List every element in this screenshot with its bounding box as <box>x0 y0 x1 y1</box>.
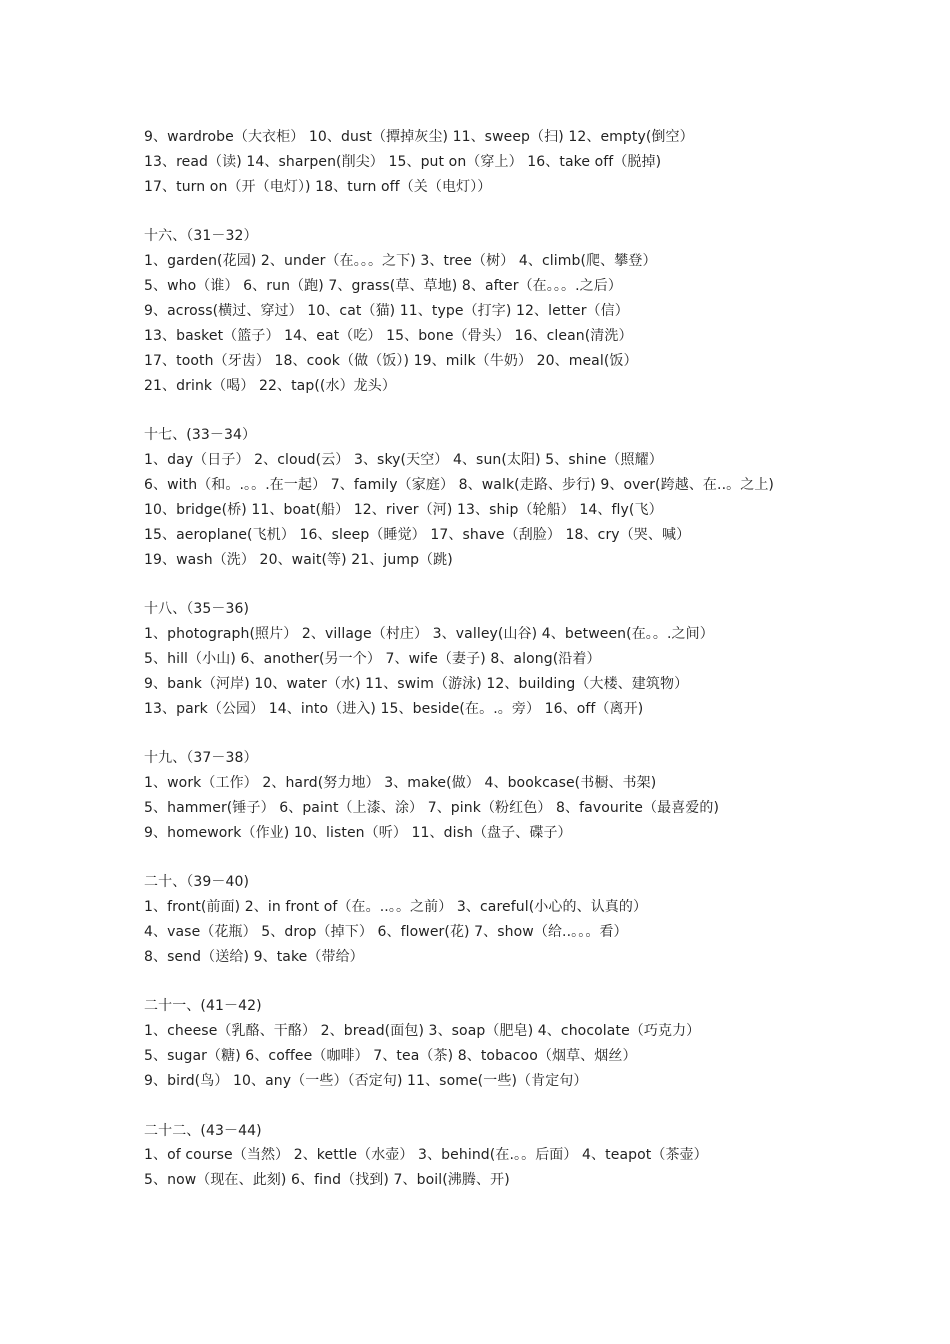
lesson-heading: 二十一、(41－42) <box>144 998 262 1015</box>
vocabulary-line: 1、front(前面) 2、in front of（在。..。。之前） 3、careful(小心的、认真的） <box>144 899 648 916</box>
vocabulary-line: 5、hammer(锤子） 6、paint（上漆、涂） 7、pink（粉红色） 8、favourite（最喜爱的) <box>144 799 720 816</box>
vocabulary-line: 1、of course（当然） 2、kettle（水壶） 3、behind(在.。。后面） 4、teapot（茶壶） <box>144 1147 708 1164</box>
lesson-heading: 十八、（35－36) <box>144 601 250 618</box>
vocabulary-line: 21、drink（喝） 22、tap((水）龙头） <box>144 377 396 394</box>
vocabulary-line: 15、aeroplane(飞机） 16、sleep（睡觉） 17、shave（刮脸） 18、cry（哭、喊） <box>144 526 691 543</box>
lesson-heading: 十七、(33－34） <box>144 427 257 444</box>
vocabulary-line: 9、across(横过、穿过） 10、cat（猫) 11、type（打字) 12、letter（信） <box>144 302 629 319</box>
vocabulary-line: 1、garden(花园) 2、under（在。。。之下) 3、tree（树） 4、climb(爬、攀登） <box>144 253 657 270</box>
vocabulary-line: 5、now（现在、此刻) 6、find（找到) 7、boil(沸腾、开) <box>144 1172 510 1189</box>
vocabulary-line: 8、send（送给) 9、take（带给） <box>144 948 364 965</box>
vocabulary-line: 9、bank（河岸) 10、water（水) 11、swim（游泳) 12、building（大楼、建筑物） <box>144 675 689 692</box>
lesson-block <box>144 125 934 200</box>
vocabulary-line: 5、hill（小山) 6、another(另一个） 7、wife（妻子) 8、along(沿着） <box>144 650 601 667</box>
vocabulary-line: 1、cheese（乳酪、干酪） 2、bread(面包) 3、soap（肥皂) 4、chocolate（巧克力） <box>144 1023 701 1040</box>
vocabulary-line: 9、homework（作业) 10、listen（听） 11、dish（盘子、碟子） <box>144 824 572 841</box>
lesson-block <box>144 870 934 970</box>
lesson-heading: 二十二、(43－44) <box>144 1122 262 1139</box>
vocabulary-line: 5、sugar（糖) 6、coffee（咖啡） 7、tea（茶) 8、tobacoo（烟草、烟丝） <box>144 1048 637 1065</box>
lesson-block <box>144 224 934 398</box>
vocabulary-line: 13、park（公园） 14、into（进入) 15、beside(在。.。旁） 16、off（离开) <box>144 700 644 717</box>
vocabulary-line: 5、who（谁） 6、run（跑) 7、grass(草、草地) 8、after（在。。。.之后） <box>144 278 622 295</box>
lesson-block <box>144 597 934 721</box>
vocabulary-line: 19、wash（洗） 20、wait(等) 21、jump（跳) <box>144 551 453 568</box>
vocabulary-line: 9、wardrobe（大衣柜） 10、dust（撢掉灰尘) 11、sweep（扫) 12、empty(倒空） <box>144 129 694 145</box>
lesson-block <box>144 1119 934 1194</box>
vocabulary-line: 1、day（日子） 2、cloud(云） 3、sky(天空） 4、sun(太阳) 5、shine（照耀） <box>144 451 663 468</box>
lesson-heading: 十六、（31－32） <box>144 228 258 245</box>
vocabulary-line: 4、vase（花瓶） 5、drop（掉下） 6、flower(花) 7、show（给..。。。看） <box>144 924 628 941</box>
lesson-heading: 二十、（39－40) <box>144 874 250 891</box>
vocabulary-line: 6、with（和。.。。.在一起） 7、family（家庭） 8、walk(走路、步行) 9、over(跨越、在..。之上) <box>144 476 774 493</box>
lesson-block <box>144 746 934 846</box>
vocabulary-document <box>144 125 934 1218</box>
vocabulary-line: 1、photograph(照片） 2、village（村庄） 3、valley(山谷) 4、between(在。。.之间） <box>144 625 714 642</box>
vocabulary-line: 17、turn on（开（电灯）) 18、turn off（关（电灯）） <box>144 178 492 195</box>
lesson-heading: 十九、（37－38） <box>144 750 258 767</box>
vocabulary-line: 13、read（读) 14、sharpen(削尖） 15、put on（穿上） 16、take off（脱掉) <box>144 153 662 170</box>
vocabulary-line: 10、bridge(桥) 11、boat(船） 12、river（河) 13、ship（轮船） 14、fly(飞） <box>144 501 663 518</box>
vocabulary-line: 13、basket（篮子） 14、eat（吃） 15、bone（骨头） 16、clean(清洗） <box>144 327 633 344</box>
vocabulary-line: 9、bird(鸟） 10、any（一些）（否定句) 11、some(一些)（肯定句） <box>144 1073 588 1090</box>
lesson-block <box>144 423 934 572</box>
vocabulary-line: 1、work（工作） 2、hard(努力地） 3、make(做） 4、bookcase(书橱、书架) <box>144 774 657 791</box>
vocabulary-line: 17、tooth（牙齿） 18、cook（做（饭）) 19、milk（牛奶） 20、meal(饭） <box>144 352 638 369</box>
lesson-block <box>144 994 934 1094</box>
